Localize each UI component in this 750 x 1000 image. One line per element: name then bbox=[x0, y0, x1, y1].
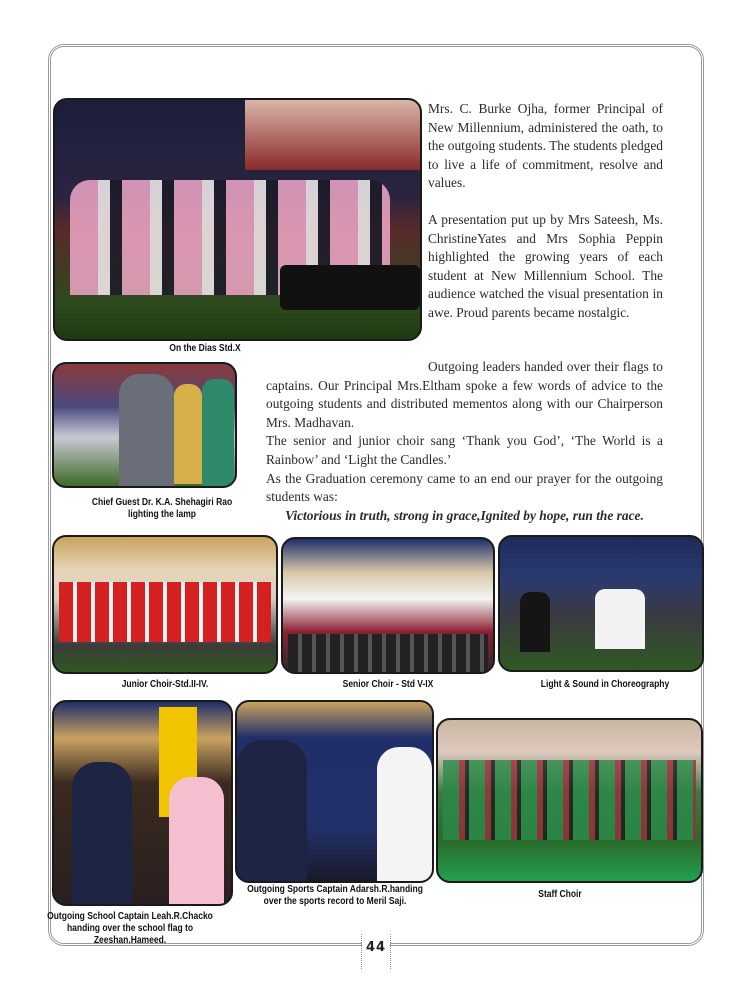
photo-junior-choir bbox=[52, 535, 278, 674]
caption-line: Zeeshan.Hameed. bbox=[93, 935, 167, 946]
photo-dias-std-x bbox=[53, 98, 422, 341]
prayer-quote: Victorious in truth, strong in grace,Ignited by hope, run the race. bbox=[285, 507, 644, 523]
photo-caption: Light & Sound in Choreography bbox=[540, 679, 670, 690]
article-text-top bbox=[428, 100, 663, 323]
caption-line: Outgoing School Captain Leah.R.Chacko bbox=[47, 911, 213, 922]
photo-chief-guest-lamp bbox=[52, 362, 237, 488]
photo-staff-choir bbox=[436, 718, 703, 883]
photo-sports-captain-record bbox=[235, 700, 434, 883]
divider bbox=[390, 934, 391, 969]
paragraph: The senior and junior choir sang ‘Thank you God’, ‘The World is a Rainbow’ and ‘Light the Candles.’ bbox=[266, 433, 663, 467]
article-text-bottom bbox=[266, 358, 663, 525]
caption-line: Outgoing Sports Captain Adarsh.R.handing bbox=[247, 884, 423, 895]
photo-senior-choir bbox=[281, 537, 495, 674]
paragraph: A presentation put up by Mrs Sateesh, Ms. ChristineYates and Mrs Sophia Peppin highlighted the growing years of each student at New Millennium School. The audience watched the visual presentation in awe. Proud parents became nostalgic. bbox=[428, 211, 663, 320]
photo-caption: Junior Choir-Std.II-IV. bbox=[121, 679, 209, 690]
photo-caption bbox=[242, 884, 429, 908]
photo-caption: On the Dias Std.X bbox=[169, 343, 241, 354]
photo-school-captain-flag bbox=[52, 700, 233, 906]
page-number: 44 bbox=[362, 940, 390, 955]
caption-line: handing over the school flag to bbox=[66, 923, 194, 934]
photo-caption bbox=[45, 911, 215, 947]
photo-light-sound bbox=[498, 535, 704, 672]
paragraph: As the Graduation ceremony came to an end our prayer for the outgoing students was: bbox=[266, 470, 663, 505]
photo-caption: Senior Choir - Std V-IX bbox=[342, 679, 434, 690]
caption-line: over the sports record to Meril Saji. bbox=[263, 896, 407, 907]
paragraph: Outgoing leaders handed over their flags to captains. Our Principal Mrs.Eltham spoke a few words of advice to the outgoing students and distributed mementos along with our Chairperson Mrs. Madhavan. bbox=[266, 359, 663, 430]
caption-line: Chief Guest Dr. K.A. Shehagiri Rao bbox=[91, 497, 233, 508]
paragraph: Mrs. C. Burke Ojha, former Principal of New Millennium, administered the oath, to the outgoing students. The students pledged to live a life of commitment, resolve and values. bbox=[428, 101, 663, 191]
caption-line: lighting the lamp bbox=[128, 509, 196, 520]
photo-caption bbox=[77, 497, 247, 521]
photo-caption: Staff Choir bbox=[538, 889, 582, 900]
